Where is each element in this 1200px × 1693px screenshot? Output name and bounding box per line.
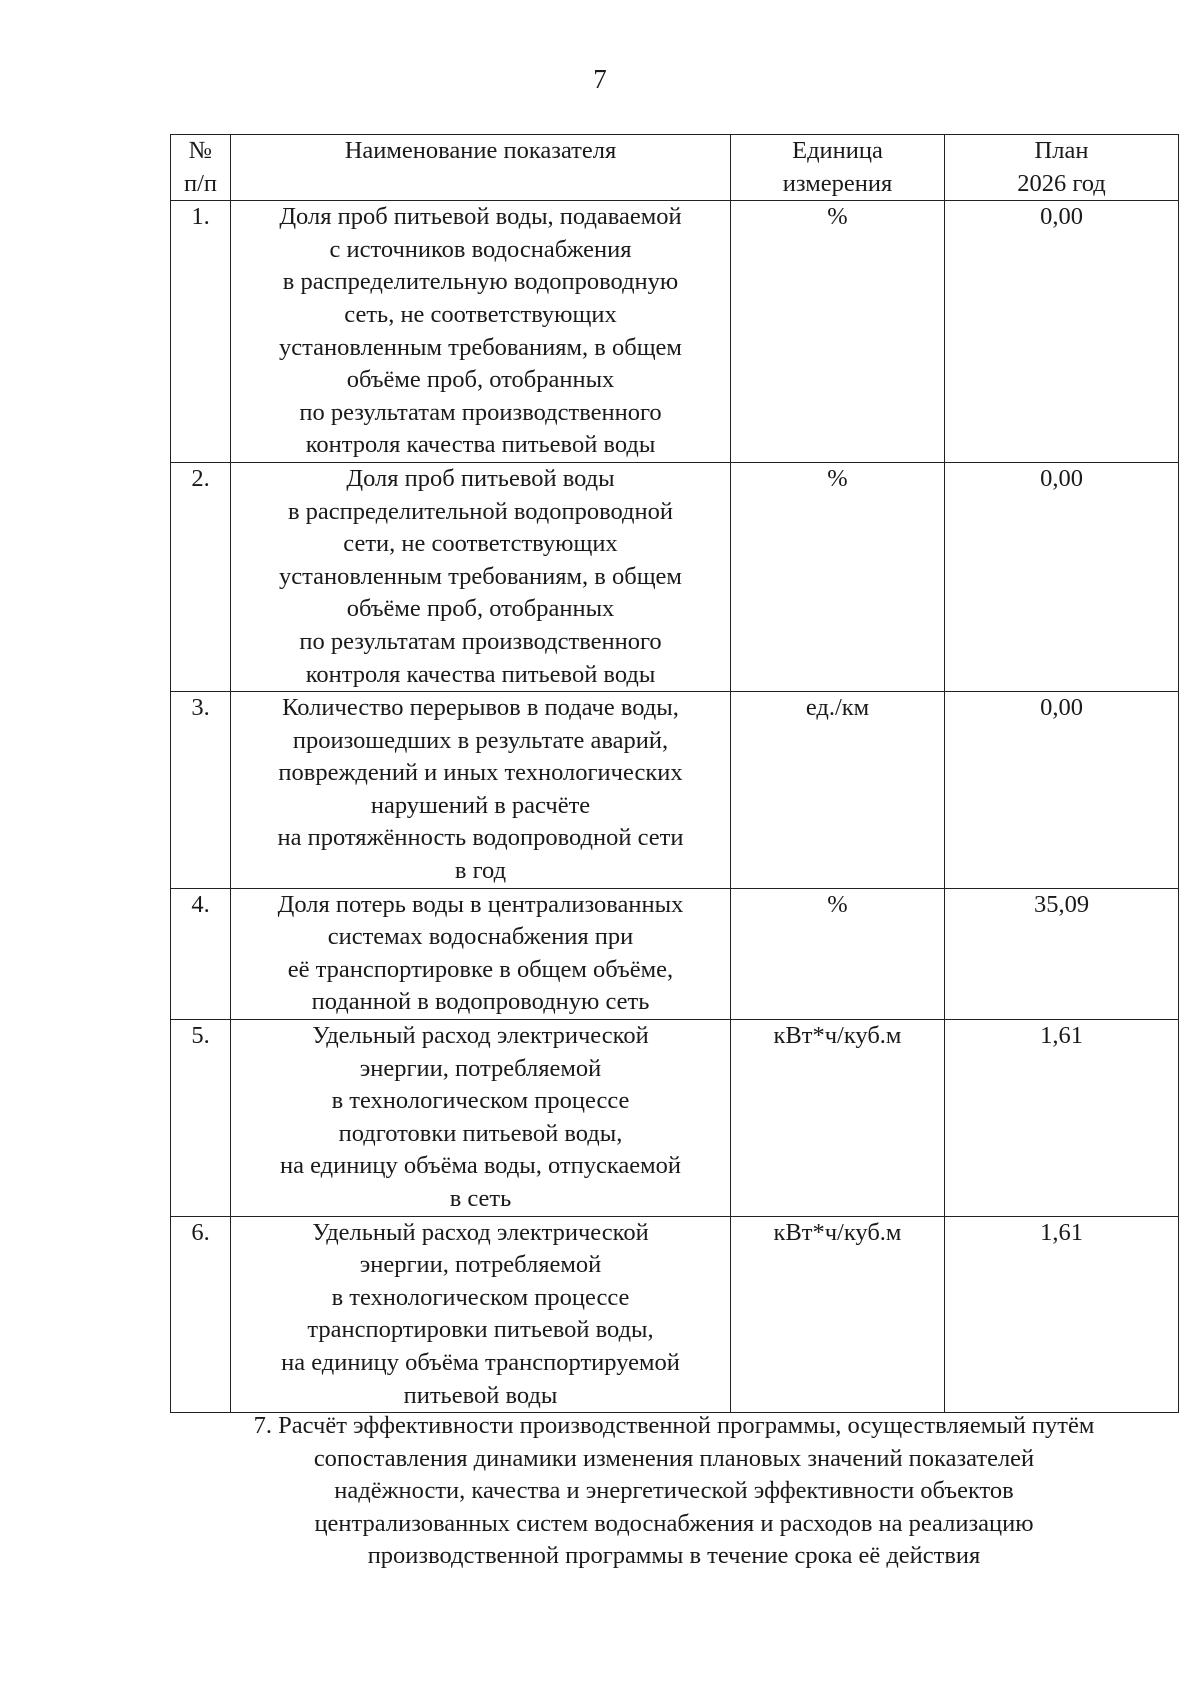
- unit-of-measure: %: [731, 201, 945, 463]
- indicator-name: [231, 1216, 731, 1413]
- plan-value: 0,00: [945, 201, 1179, 463]
- header-name-line-1: Наименование показателя: [344, 137, 617, 164]
- indicator-name-line: объёме проб, отобранных: [346, 366, 615, 394]
- row-number: 5.: [171, 1020, 231, 1217]
- indicator-name: [231, 692, 731, 889]
- page-number: 7: [593, 64, 607, 94]
- indicator-name-line: установленным требованиям, в общем: [279, 562, 682, 590]
- plan-value: 1,61: [945, 1216, 1179, 1413]
- indicator-name-line: энергии, потребляемой: [359, 1054, 602, 1082]
- indicator-name-line: на единицу объёма транспортируемой: [281, 1348, 680, 1376]
- row-number: 4.: [171, 888, 231, 1019]
- indicator-name-line: Доля проб питьевой воды: [346, 464, 615, 492]
- indicator-name-line: поданной в водопроводную сеть: [311, 988, 650, 1016]
- unit-of-measure: %: [731, 462, 945, 691]
- indicator-name: [231, 201, 731, 463]
- indicator-name-line: её транспортировке в общем объёме,: [287, 955, 674, 983]
- indicator-name-line: энергии, потребляемой: [359, 1251, 602, 1279]
- indicator-name-line: с источников водоснабжения: [329, 235, 632, 263]
- header-plan-line-1: План: [1034, 137, 1089, 164]
- indicator-name-line: Количество перерывов в подаче воды,: [282, 694, 679, 722]
- indicator-name-line: Доля проб питьевой воды, подаваемой: [279, 203, 682, 231]
- section-7-heading: [170, 1410, 1178, 1573]
- header-num-line-2: п/п: [183, 169, 218, 197]
- indicator-name-line: транспортировки питьевой воды,: [307, 1316, 654, 1344]
- table-row: [171, 1020, 1179, 1217]
- plan-value: 1,61: [945, 1020, 1179, 1217]
- table-row: [171, 462, 1179, 691]
- indicator-name-line: Удельный расход электрической: [312, 1218, 649, 1246]
- header-name: [231, 135, 731, 201]
- header-plan: [945, 135, 1179, 201]
- table-body: [171, 201, 1179, 1413]
- indicator-name: [231, 888, 731, 1019]
- indicator-name-line: в технологическом процессе: [331, 1087, 630, 1115]
- indicator-name-line: Доля потерь воды в централизованных: [277, 890, 684, 918]
- plan-value: 0,00: [945, 692, 1179, 889]
- indicator-name-line: повреждений и иных технологических: [278, 759, 683, 787]
- table-row: [171, 888, 1179, 1019]
- section-7-line: централизованных систем водоснабжения и расходов на реализацию: [314, 1509, 1034, 1537]
- indicator-name-line: на протяжённость водопроводной сети: [277, 824, 684, 852]
- indicator-name: [231, 462, 731, 691]
- header-unit: [731, 135, 945, 201]
- indicator-name-line: нарушений в расчёте: [370, 791, 591, 819]
- indicator-name-line: Удельный расход электрической: [312, 1022, 649, 1050]
- indicator-name-line: в сеть: [449, 1185, 512, 1212]
- row-number: 1.: [171, 201, 231, 463]
- indicator-name-line: объёме проб, отобранных: [346, 595, 615, 623]
- table-header-row: [171, 135, 1179, 201]
- indicator-name-line: системах водоснабжения при: [327, 923, 634, 951]
- unit-of-measure: %: [731, 888, 945, 1019]
- indicator-name-line: в распределительную водопроводную: [282, 268, 679, 296]
- indicators-table: [170, 134, 1179, 1413]
- unit-of-measure: кВт*ч/куб.м: [731, 1020, 945, 1217]
- header-unit-line-2: измерения: [782, 169, 893, 197]
- indicator-name-line: установленным требованиям, в общем: [279, 333, 682, 361]
- section-7-line: 7. Расчёт эффективности производственной программы, осуществляемый путём: [253, 1412, 1095, 1439]
- unit-of-measure: кВт*ч/куб.м: [731, 1216, 945, 1413]
- row-number: 2.: [171, 462, 231, 691]
- header-num-line-1: №: [188, 137, 213, 164]
- section-7-line: производственной программы в течение срока её действия: [367, 1542, 981, 1570]
- indicator-name: [231, 1020, 731, 1217]
- section-7-line: надёжности, качества и энергетической эффективности объектов: [334, 1477, 1014, 1505]
- header-num: [171, 135, 231, 201]
- indicator-name-line: сеть, не соответствующих: [344, 300, 617, 328]
- plan-value: 35,09: [945, 888, 1179, 1019]
- section-7-line: сопоставления динамики изменения плановых значений показателей: [313, 1444, 1035, 1472]
- indicator-name-line: контроля качества питьевой воды: [305, 660, 656, 688]
- table-row: [171, 201, 1179, 463]
- indicator-name-line: питьевой воды: [403, 1381, 558, 1409]
- indicator-name-line: в технологическом процессе: [331, 1283, 630, 1311]
- indicator-name-line: в распределительной водопроводной: [287, 497, 673, 525]
- header-unit-line-1: Единица: [792, 137, 883, 164]
- indicator-name-line: по результатам производственного: [299, 398, 662, 426]
- indicator-name-line: контроля качества питьевой воды: [305, 431, 656, 459]
- indicator-name-line: подготовки питьевой воды,: [338, 1119, 623, 1147]
- unit-of-measure: ед./км: [731, 692, 945, 889]
- indicator-name-line: сети, не соответствующих: [343, 530, 618, 558]
- indicator-name-line: на единицу объёма воды, отпускаемой: [279, 1152, 682, 1180]
- indicator-name-line: в год: [454, 857, 507, 885]
- header-plan-line-2: 2026 год: [1017, 169, 1106, 197]
- plan-value: 0,00: [945, 462, 1179, 691]
- row-number: 6.: [171, 1216, 231, 1413]
- indicator-name-line: по результатам производственного: [299, 627, 662, 655]
- table-row: [171, 692, 1179, 889]
- indicator-name-line: произошедших в результате аварий,: [292, 726, 669, 754]
- row-number: 3.: [171, 692, 231, 889]
- table-row: [171, 1216, 1179, 1413]
